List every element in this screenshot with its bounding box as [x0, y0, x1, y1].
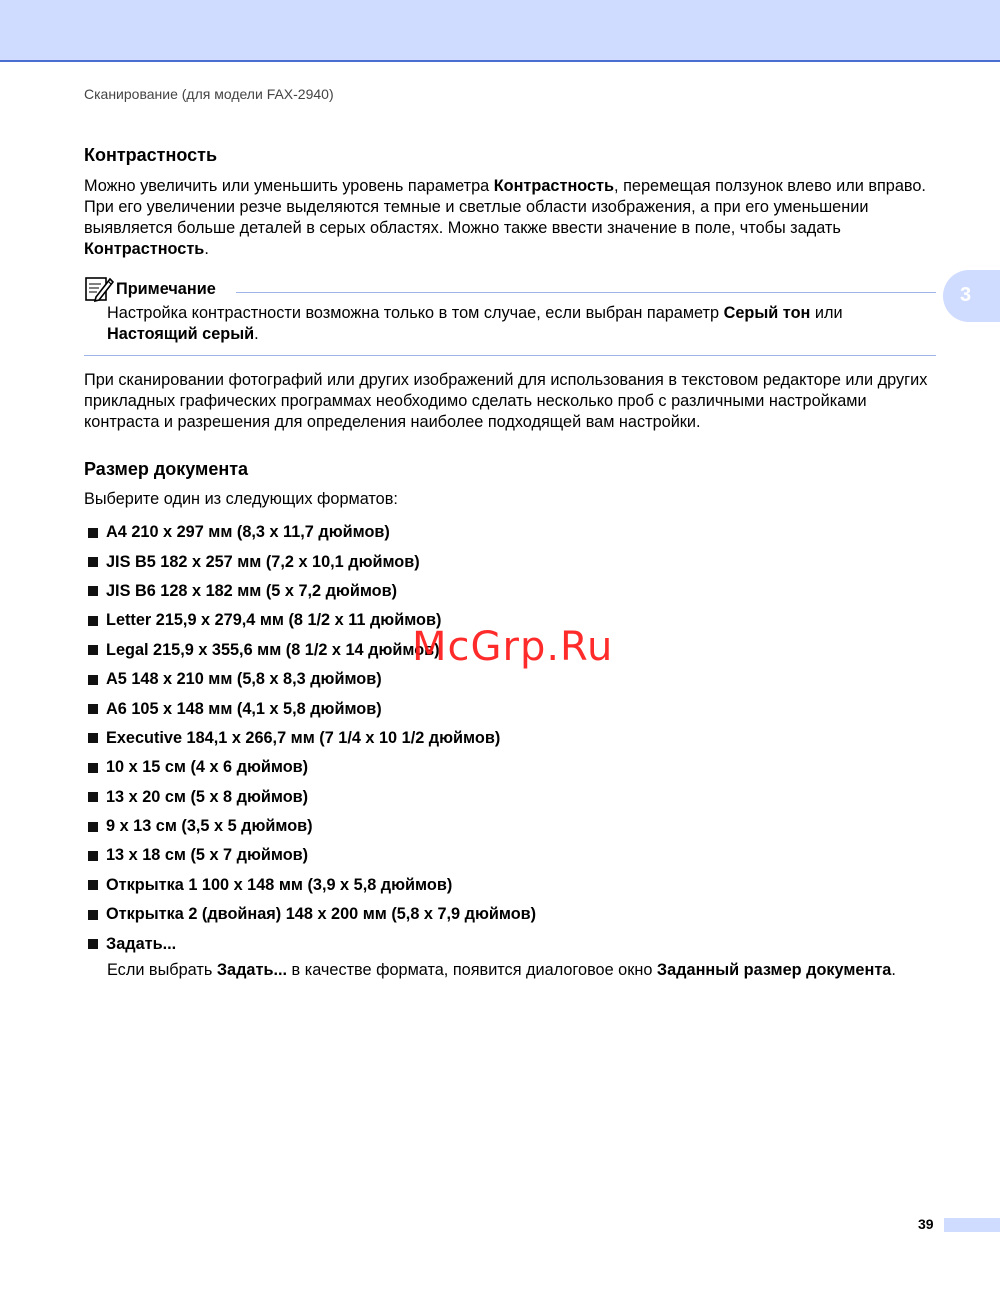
note-rule-top	[236, 292, 936, 293]
list-item: 9 x 13 см (3,5 x 5 дюймов)	[88, 812, 536, 841]
bullet-square-icon	[88, 704, 98, 714]
header-rule	[0, 60, 1000, 62]
bullet-square-icon	[88, 910, 98, 920]
contrast-heading: Контрастность	[84, 145, 218, 165]
list-item: 10 x 15 см (4 x 6 дюймов)	[88, 753, 536, 782]
note-title: Примечание	[116, 280, 216, 298]
footer-band	[944, 1218, 1000, 1232]
bullet-square-icon	[88, 616, 98, 626]
list-item: Задать...	[88, 929, 536, 958]
docsize-intro: Выберите один из следующих форматов:	[84, 490, 398, 508]
list-item: 13 x 20 см (5 x 8 дюймов)	[88, 783, 536, 812]
bullet-square-icon	[88, 763, 98, 773]
scan-paragraph: При сканировании фотографий или других изображений для использования в текстовом редакторе или других прикладных графических программах необходимо сделать несколько проб с различными настройками контраста и разрешения для определения наиболее подходящей вам настройки.	[84, 371, 928, 431]
note-rule-bottom	[84, 355, 936, 356]
list-item: Legal 215,9 x 355,6 мм (8 1/2 x 14 дюймов)	[88, 636, 536, 665]
page-number: 39	[918, 1216, 934, 1232]
list-item: A6 105 x 148 мм (4,1 x 5,8 дюймов)	[88, 694, 536, 723]
watermark: McGrp.Ru	[412, 624, 614, 670]
bullet-square-icon	[88, 528, 98, 538]
list-item: Letter 215,9 x 279,4 мм (8 1/2 x 11 дюймов)	[88, 606, 536, 635]
bullet-square-icon	[88, 586, 98, 596]
list-item: A5 148 x 210 мм (5,8 x 8,3 дюймов)	[88, 665, 536, 694]
chapter-tab	[943, 270, 1000, 322]
bullet-square-icon	[88, 557, 98, 567]
contrast-paragraph: Можно увеличить или уменьшить уровень параметра Контрастность, перемещая ползунок влево или вправо. При его увеличении резче выделяются темные и светлые области изображения, а при его уменьшении выявляется больше деталей в серых областях. Можно также ввести значение в поле, чтобы задать Контрастность.	[84, 177, 926, 258]
list-item: JIS B5 182 x 257 мм (7,2 x 10,1 дюймов)	[88, 547, 536, 576]
bullet-square-icon	[88, 822, 98, 832]
list-item: Открытка 1 100 x 148 мм (3,9 x 5,8 дюймов)	[88, 871, 536, 900]
list-item: Executive 184,1 x 266,7 мм (7 1/4 x 10 1/2 дюймов)	[88, 724, 536, 753]
list-item: Открытка 2 (двойная) 148 x 200 мм (5,8 x 7,9 дюймов)	[88, 900, 536, 929]
list-item: A4 210 x 297 мм (8,3 x 11,7 дюймов)	[88, 518, 536, 547]
note-text: Настройка контрастности возможна только в том случае, если выбран параметр Серый тон или Настоящий серый.	[107, 304, 843, 343]
chapter-number: 3	[960, 284, 972, 306]
bullet-square-icon	[88, 675, 98, 685]
bullet-square-icon	[88, 733, 98, 743]
bullet-square-icon	[88, 851, 98, 861]
bullet-square-icon	[88, 645, 98, 655]
breadcrumb: Сканирование (для модели FAX-2940)	[84, 86, 334, 102]
list-item: JIS B6 128 x 182 мм (5 x 7,2 дюймов)	[88, 577, 536, 606]
docsize-heading: Размер документа	[84, 459, 249, 479]
bullet-square-icon	[88, 880, 98, 890]
size-list	[88, 518, 536, 959]
list-item: 13 x 18 см (5 x 7 дюймов)	[88, 841, 536, 870]
header-band	[0, 0, 1000, 60]
bullet-square-icon	[88, 792, 98, 802]
bullet-square-icon	[88, 939, 98, 949]
custom-size-explanation: Если выбрать Задать... в качестве формата, появится диалоговое окно Заданный размер документа.	[107, 961, 896, 979]
